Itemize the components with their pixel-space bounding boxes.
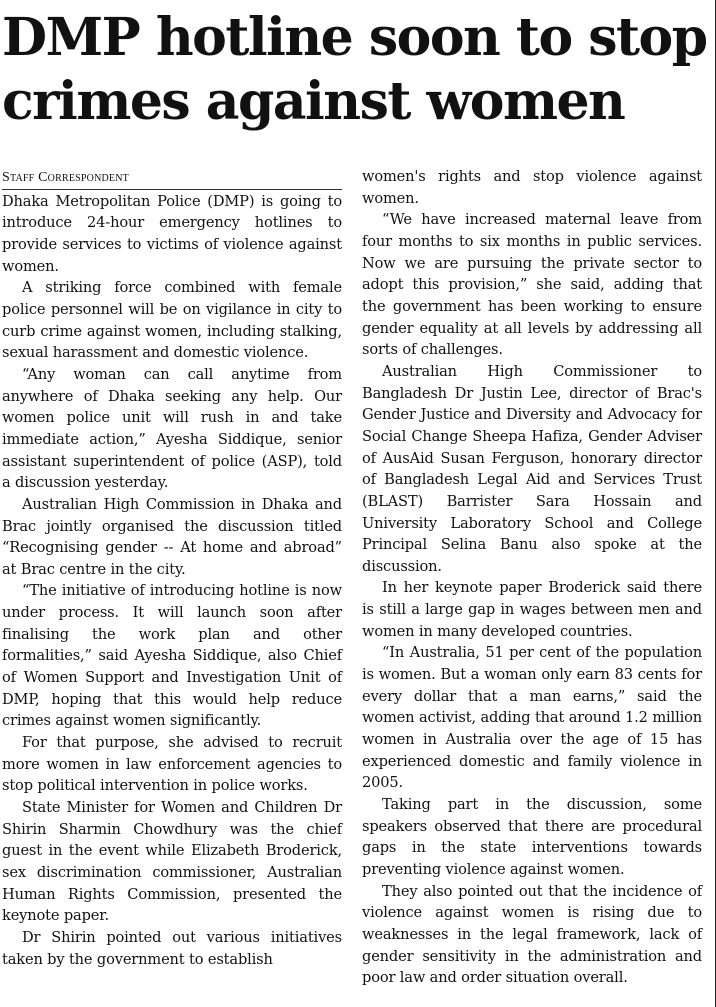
paragraph: women's rights and stop violence against women.	[362, 168, 702, 207]
paragraph: A striking force combined with female police personnel will be on vigilance in city to curb crime against women, including stalking, sexual harassment and domestic violence.	[2, 279, 342, 362]
paragraph: For that purpose, she advised to recruit more women in law enforcement agencies to stop political intervention in police works.	[2, 734, 342, 795]
paragraph: “Any woman can call anytime from anywhere of Dhaka seeking any help. Our women police unit will rush in and take immediate action,” Ayesha Siddique, senior assistant superintendent of police (ASP), told a discussion yesterday.	[2, 365, 342, 492]
paragraph: Taking part in the discussion, some speakers observed that there are procedural gaps in the state interventions towards preventing violence against women.	[362, 796, 702, 878]
paragraph: Dhaka Metropolitan Police (DMP) is going to introduce 24-hour emergency hotlines to provide services to victims of violence against women.	[2, 192, 342, 275]
paragraph: “The initiative of introducing hotline is now under process. It will launch soon after finalising the work plan and other formalities,” said Ayesha Siddique, also Chief of Women Support and Investigation Unit of DMP, hoping that this would help reduce crimes against women significantly.	[2, 582, 342, 730]
paragraph: In her keynote paper Broderick said there is still a large gap in wages between men and women in many developed countries.	[362, 579, 702, 640]
article-column-right	[362, 166, 702, 989]
paragraph: They also pointed out that the incidence of violence against women is rising due to weaknesses in the legal framework, lack of gender sensitivity in the administration and poor law and order situation overall.	[362, 882, 702, 987]
paragraph: “In Australia, 51 per cent of the population is women. But a woman only earn 83 cents for every dollar that a man earns,” said the women activist, adding that around 1.2 million women in Australia over the age of 15 has experienced domestic and family violence in 2005.	[362, 644, 702, 792]
paragraph: Australian High Commission in Dhaka and Brac jointly organised the discussion titled “Recognising gender -- At home and abroad” at Brac centre in the city.	[2, 495, 342, 578]
paragraph: State Minister for Women and Children Dr Shirin Sharmin Chowdhury was the chief guest in the event while Elizabeth Broderick, sex discrimination commissioner, Australian Human Rights Commission, presented the keynote paper.	[2, 799, 342, 925]
paragraph: “We have increased maternal leave from four months to six months in public services. Now we are pursuing the private sector to adopt this provision,” she said, adding that the government has been working to ensure gender equality at all levels by addressing all sorts of challenges.	[362, 211, 702, 359]
byline: Staff Correspondent	[2, 166, 342, 190]
headline: DMP hotline soon to stop crimes against women	[2, 7, 707, 132]
article-column-left	[2, 166, 342, 970]
paragraph: Australian High Commissioner to Bangladesh Dr Justin Lee, director of Brac's Gender Justice and Diversity and Advocacy for Social Change Sheepa Hafiza, Gender Adviser of AusAid Susan Ferguson, honorary director of Bangladesh Legal Aid and Services Trust (BLAST) Barrister Sara Hossain and University Laboratory School and College Principal Selina Banu also spoke at the discussion.	[362, 362, 702, 575]
paragraph: Dr Shirin pointed out various initiatives taken by the government to establish	[2, 928, 342, 968]
